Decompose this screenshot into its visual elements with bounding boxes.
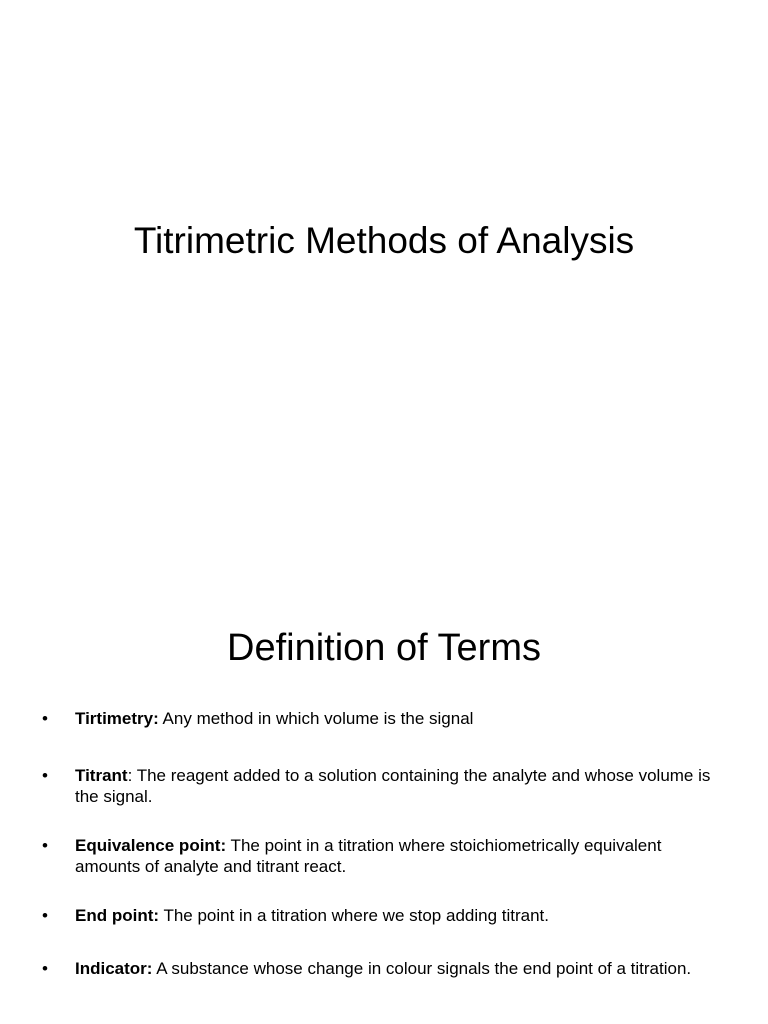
definition-term: Indicator: [75,959,153,978]
definition-term: Equivalence point: [75,836,227,855]
definition-text [75,905,725,926]
bullet-icon: • [42,766,48,785]
bullet-icon: • [42,959,48,978]
slide-title: Titrimetric Methods of Analysis [133,220,635,261]
definition-term: Titrant [75,766,128,785]
definition-body: The point in a titration where stoichiometrically equivalent amounts of analyte and titrant react. [75,836,662,876]
definition-text [75,708,725,729]
definition-term: Tirtimetry: [75,709,159,728]
definition-text [75,835,725,877]
definition-text [75,958,725,979]
definition-term: End point: [75,906,160,925]
definition-text [75,765,725,807]
definition-body: The point in a titration where we stop adding titrant. [159,906,550,925]
definitions-slide [0,576,768,1024]
definition-body: : The reagent added to a solution containing the analyte and whose volume is the signal. [75,766,711,806]
bullet-icon: • [42,906,48,925]
slide-heading: Definition of Terms [227,627,541,669]
definition-body: Any method in which volume is the signal [158,709,474,728]
bullet-icon: • [42,709,48,728]
bullet-icon: • [42,836,48,855]
definition-body: A substance whose change in colour signals the end point of a titration. [152,959,692,978]
